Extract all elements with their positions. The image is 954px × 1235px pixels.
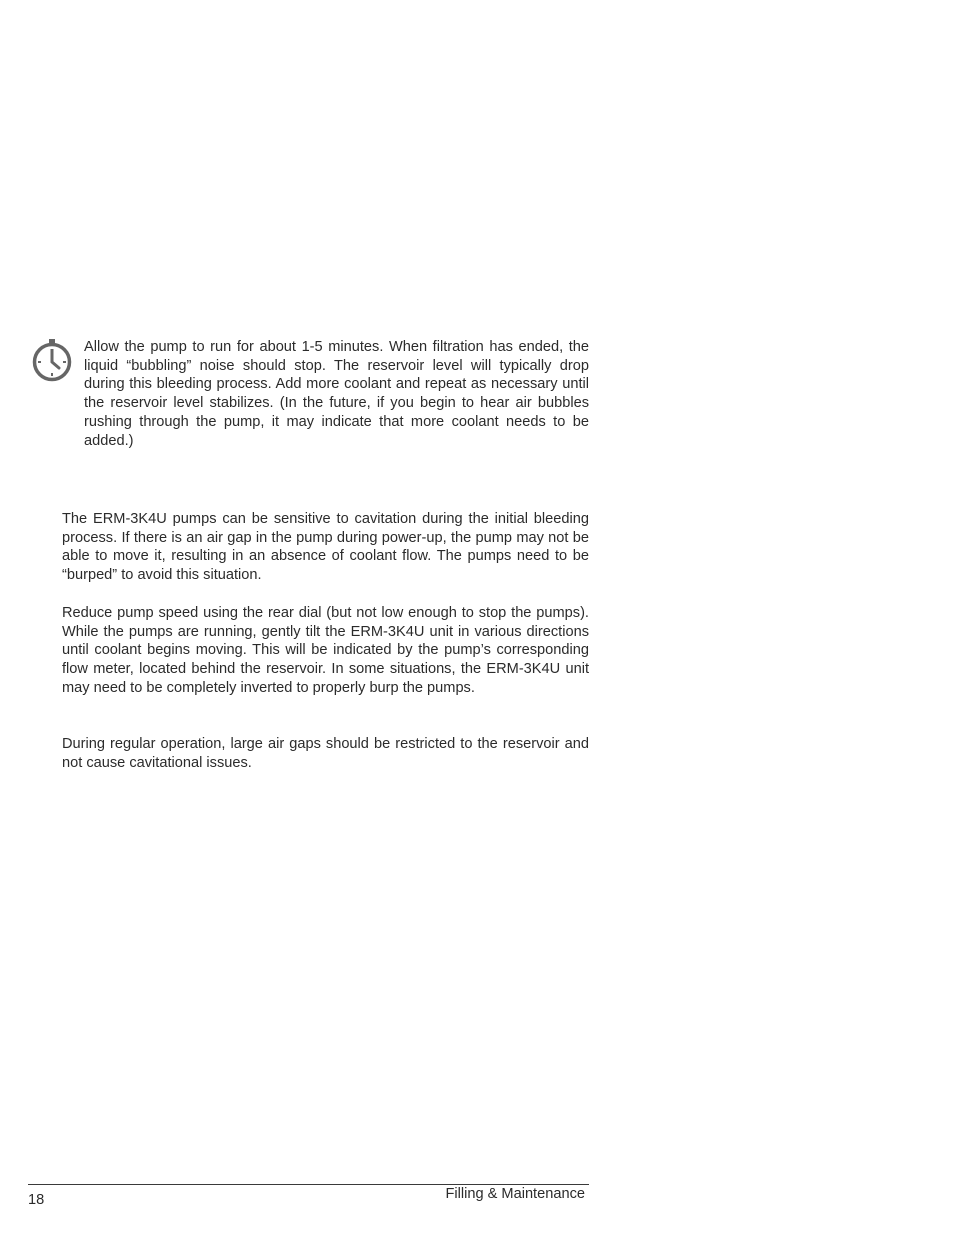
paragraph-cavitation: The ERM-3K4U pumps can be sensitive to cavitation during the initial bleeding process. If there is an air gap in the pump during power-up, the pump may not be able to move it, resulting in an absence of coolant flow. The pumps need to be “burped” to avoid this situation. bbox=[62, 511, 589, 584]
paragraph-burping: Reduce pump speed using the rear dial (but not low enough to stop the pumps). While the pumps are running, gently tilt the ERM-3K4U unit in various directions until coolant begins moving. This will be indicated by the pump’s corresponding flow meter, located behind the reservoir. In some situations, the ERM-3K4U unit may need to be completely inverted to properly burp the pumps. bbox=[62, 605, 589, 696]
page-number: 18 bbox=[28, 1192, 45, 1208]
paragraph-regular-operation: During regular operation, large air gaps should be restricted to the reservoir and not cause cavitational issues. bbox=[62, 736, 589, 771]
stopwatch-icon bbox=[30, 338, 74, 384]
note-text: Allow the pump to run for about 1-5 minutes. When filtration has ended, the liquid “bubbling” noise should stop. The reservoir level will typically drop during this bleeding process. Add more coolant and repeat as necessary until the reservoir level stabilizes. (In the future, if you begin to hear air bubbles rushing through the pump, it may indicate that more coolant needs to be added.) bbox=[84, 339, 589, 449]
footer-section-title: Filling & Maintenance bbox=[445, 1186, 585, 1202]
